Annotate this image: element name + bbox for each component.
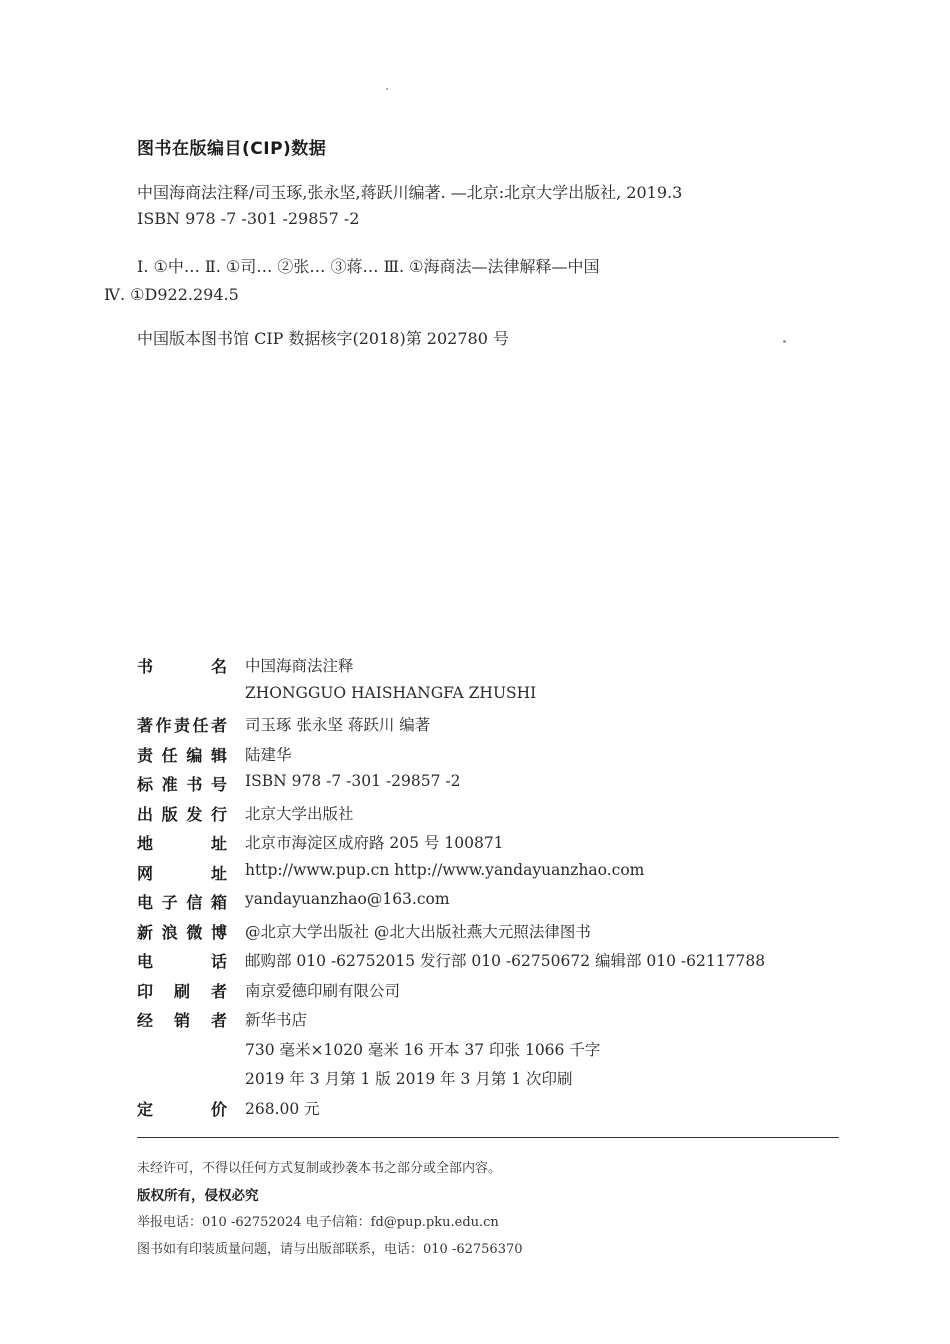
publication-info	[137, 652, 837, 1124]
info-label-char: 责	[137, 745, 154, 765]
cip-approval-number: 中国版本图书馆 CIP 数据核字(2018)第 202780 号	[137, 329, 509, 348]
info-label-char: 作	[155, 716, 172, 735]
info-value: 730 毫米×1020 毫米 16 开本 37 印张 1066 千字	[245, 1040, 601, 1059]
info-value: yandayuanzhao@163.com	[245, 890, 450, 908]
info-label-char: 著	[137, 716, 154, 735]
info-row	[137, 888, 837, 918]
scan-speck	[386, 88, 388, 90]
info-label-char: 者	[210, 716, 227, 735]
info-row	[137, 770, 837, 800]
info-row	[137, 652, 837, 682]
info-label-char: 版	[161, 804, 178, 824]
info-label-char: 编	[186, 745, 203, 765]
info-label-char: 经	[137, 1011, 154, 1030]
info-label-char: 址	[210, 863, 227, 883]
info-value: 北京大学出版社	[245, 804, 354, 823]
info-row	[137, 800, 837, 830]
cip-classification: Ⅳ. ①D922.294.5	[104, 285, 239, 304]
copyright-notice: 未经许可，不得以任何方式复制或抄袭本书之部分或全部内容。	[137, 1161, 502, 1176]
info-row	[137, 741, 837, 771]
info-label	[137, 772, 227, 795]
info-label-char: 任	[192, 716, 209, 735]
info-row	[137, 859, 837, 889]
info-label-char: 号	[210, 775, 227, 794]
info-row	[137, 977, 837, 1007]
info-label	[137, 1008, 227, 1031]
info-label-char: 址	[210, 834, 227, 853]
info-label-char: 电	[137, 952, 154, 971]
info-label	[137, 713, 227, 736]
info-label-char: 浪	[161, 922, 178, 942]
info-label-char: 箱	[210, 893, 227, 912]
info-row	[137, 1006, 837, 1036]
info-label-char: 子	[161, 893, 178, 912]
cip-title: 图书在版编目(CIP)数据	[137, 139, 327, 159]
divider-rule	[137, 1137, 839, 1138]
info-label-char: 定	[137, 1099, 154, 1119]
info-label-char: 者	[210, 1011, 227, 1030]
info-row	[137, 829, 837, 859]
info-value: ZHONGGUO HAISHANGFA ZHUSHI	[245, 683, 537, 702]
info-value: 中国海商法注释	[245, 657, 354, 675]
info-label-char: 话	[210, 952, 227, 971]
info-label-char: 电	[137, 893, 154, 912]
info-label	[137, 890, 227, 913]
info-value: http://www.pup.cn http://www.yandayuanzhao.com	[245, 860, 645, 879]
info-label	[137, 861, 227, 884]
info-label	[137, 831, 227, 854]
cip-subject-index: Ⅰ. ①中… Ⅱ. ①司… ②张… ③蒋… Ⅲ. ①海商法—法律解释—中国	[137, 257, 600, 276]
info-value: 2019 年 3 月第 1 版 2019 年 3 月第 1 次印刷	[245, 1070, 573, 1088]
info-row	[137, 682, 837, 712]
info-label-char: 任	[161, 745, 178, 765]
info-label-char: 新	[137, 922, 154, 942]
info-value: @北京大学出版社 @北大出版社燕大元照法律图书	[245, 922, 591, 941]
info-label-char: 地	[137, 834, 154, 853]
info-row	[137, 1095, 837, 1125]
info-label-char: 标	[137, 775, 154, 794]
info-label-char: 网	[137, 863, 154, 883]
info-value: 邮购部 010 -62752015 发行部 010 -62750672 编辑部 010 -62117788	[245, 952, 766, 970]
scan-speck	[783, 340, 786, 343]
info-label-char: 发	[186, 804, 203, 824]
info-value: 司玉琢 张永坚 蒋跃川 编著	[245, 716, 431, 734]
info-label-char: 辑	[210, 745, 227, 765]
info-label-char: 行	[210, 804, 227, 824]
rights-reserved: 版权所有，侵权必究	[137, 1188, 259, 1204]
info-label-char: 者	[210, 981, 227, 1001]
info-label-char: 书	[186, 775, 203, 794]
info-row	[137, 711, 837, 741]
info-label-char: 准	[161, 775, 178, 794]
info-label	[137, 802, 227, 825]
info-label-char: 价	[210, 1099, 227, 1119]
info-label	[137, 654, 227, 677]
info-value: 北京市海淀区成府路 205 号 100871	[245, 834, 504, 852]
info-value: ISBN 978 -7 -301 -29857 -2	[245, 772, 461, 790]
info-value: 陆建华	[245, 745, 292, 764]
quality-contact: 图书如有印装质量问题，请与出版部联系，电话：010 -62756370	[137, 1242, 523, 1257]
info-row	[137, 1036, 837, 1066]
info-row	[137, 918, 837, 948]
info-label	[137, 979, 227, 1002]
info-value: 新华书店	[245, 1011, 308, 1029]
info-value: 268.00 元	[245, 1099, 320, 1118]
info-label-char: 出	[137, 804, 154, 824]
info-label	[137, 743, 227, 766]
info-label	[137, 920, 227, 943]
info-label-char: 刷	[173, 981, 190, 1001]
cip-citation: 中国海商法注释/司玉琢,张永坚,蒋跃川编著. —北京:北京大学出版社, 2019.3	[137, 183, 683, 202]
info-label-char: 博	[210, 922, 227, 942]
info-label-char: 书	[137, 657, 154, 676]
info-label-char: 微	[186, 922, 203, 942]
info-label-char: 责	[173, 716, 190, 735]
info-label-char: 销	[173, 1011, 190, 1030]
info-row	[137, 947, 837, 977]
info-value: 南京爱德印刷有限公司	[245, 981, 401, 1000]
info-label	[137, 1097, 227, 1120]
info-label	[137, 949, 227, 972]
info-label-char: 名	[210, 657, 227, 676]
report-contact: 举报电话：010 -62752024 电子信箱：fd@pup.pku.edu.cn	[137, 1215, 499, 1230]
info-label-char: 印	[137, 981, 154, 1001]
cip-isbn: ISBN 978 -7 -301 -29857 -2	[137, 209, 360, 228]
info-row	[137, 1065, 837, 1095]
info-label-char: 信	[186, 893, 203, 912]
